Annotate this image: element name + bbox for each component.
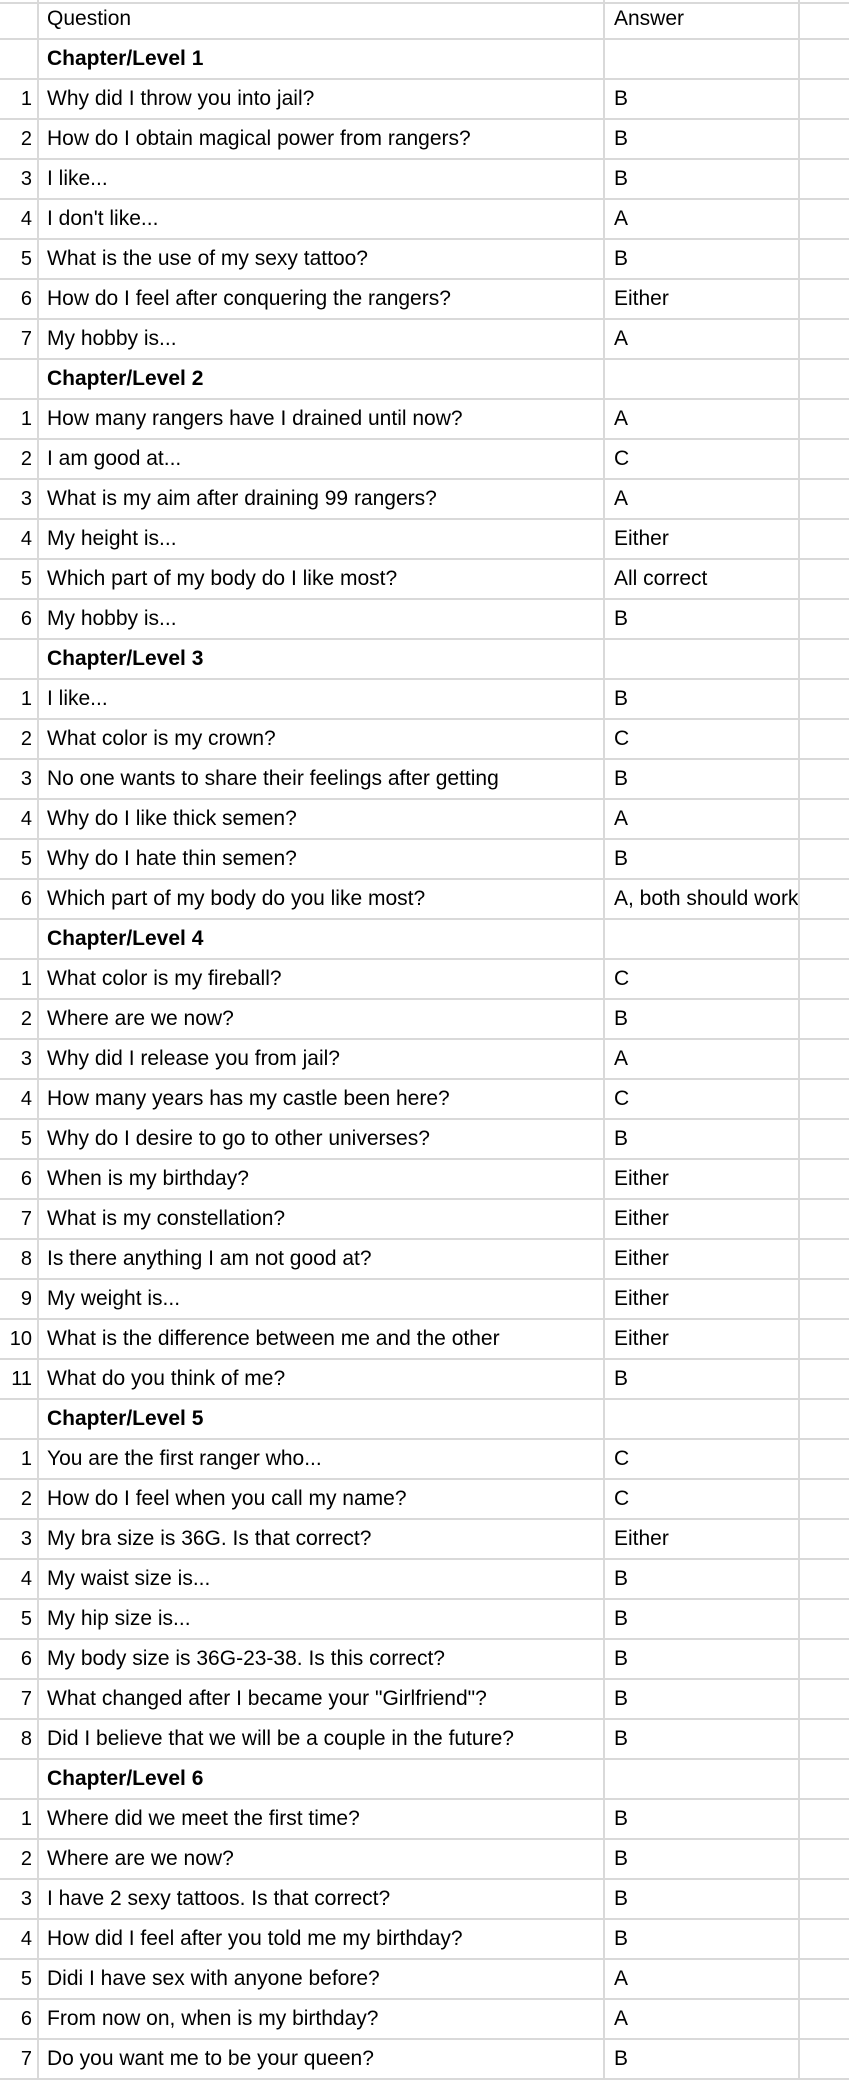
answer-cell[interactable]: B <box>614 847 629 870</box>
table-row <box>0 1440 849 1480</box>
answer-cell[interactable]: All correct <box>614 567 708 590</box>
empty-cell[interactable] <box>800 1640 849 1678</box>
table-row <box>0 1160 849 1200</box>
row-number-cell[interactable]: 2 <box>20 1008 32 1030</box>
question-cell[interactable]: What is my constellation? <box>47 1207 286 1230</box>
answer-cell[interactable]: Either <box>614 1167 669 1190</box>
empty-cell[interactable] <box>800 2040 849 2078</box>
question-cell[interactable]: Where are we now? <box>47 1007 234 1030</box>
table-row <box>0 1200 849 1240</box>
answer-cell[interactable]: Either <box>614 1527 669 1550</box>
question-cell[interactable]: Chapter/Level 2 <box>47 367 204 390</box>
row-number-cell[interactable]: 8 <box>20 1248 32 1270</box>
question-cell[interactable]: You are the first ranger who... <box>47 1447 322 1470</box>
empty-cell[interactable] <box>800 320 849 358</box>
question-cell[interactable]: What is my aim after draining 99 rangers? <box>47 487 437 510</box>
answer-cell[interactable]: B <box>614 767 629 790</box>
answer-cell[interactable]: C <box>614 967 630 990</box>
row-number-cell[interactable]: 6 <box>20 608 32 630</box>
empty-cell[interactable] <box>800 120 849 158</box>
row-number-cell[interactable]: 7 <box>20 1208 32 1230</box>
table-row <box>0 2000 849 2040</box>
table-row <box>0 1040 849 1080</box>
row-number-cell[interactable]: 4 <box>20 528 32 550</box>
question-cell[interactable]: Where did we meet the first time? <box>47 1807 360 1830</box>
table-row <box>0 2040 849 2080</box>
question-cell[interactable]: How do I obtain magical power from rangers? <box>47 127 471 150</box>
answer-cell[interactable]: A <box>614 327 629 350</box>
question-header-cell[interactable]: Question <box>47 7 132 30</box>
question-cell[interactable]: My hip size is... <box>47 1607 191 1630</box>
question-cell[interactable]: What is the use of my sexy tattoo? <box>47 247 368 270</box>
table-row <box>0 1880 849 1920</box>
table-row <box>0 1320 849 1360</box>
row-number-cell[interactable]: 8 <box>20 1728 32 1750</box>
question-cell[interactable]: Why do I desire to go to other universes? <box>47 1127 430 1150</box>
chapter-row <box>0 1400 849 1440</box>
table-row <box>0 600 849 640</box>
question-cell[interactable]: Do you want me to be your queen? <box>47 2047 374 2070</box>
row-number-cell[interactable]: 3 <box>20 1888 32 1910</box>
empty-cell[interactable] <box>800 1120 849 1158</box>
answer-cell[interactable]: C <box>614 1447 630 1470</box>
answer-cell[interactable]: B <box>614 1887 629 1910</box>
answer-cell[interactable] <box>605 360 800 398</box>
row-number-cell[interactable]: 5 <box>20 1128 32 1150</box>
empty-cell[interactable] <box>800 160 849 198</box>
empty-cell[interactable] <box>800 560 849 598</box>
answer-cell[interactable]: B <box>614 1127 629 1150</box>
chapter-row <box>0 920 849 960</box>
question-cell[interactable]: Which part of my body do you like most? <box>47 887 426 910</box>
table-row <box>0 1120 849 1160</box>
answer-cell[interactable]: C <box>614 447 630 470</box>
question-cell[interactable]: How do I feel when you call my name? <box>47 1487 407 1510</box>
answer-cell[interactable]: A <box>614 407 629 430</box>
table-row <box>0 1520 849 1560</box>
question-cell[interactable]: What changed after I became your "Girlfriend"? <box>47 1687 487 1710</box>
question-cell[interactable]: What do you think of me? <box>47 1367 286 1390</box>
question-cell[interactable]: Didi I have sex with anyone before? <box>47 1967 380 1990</box>
empty-cell[interactable] <box>800 600 849 638</box>
question-cell[interactable]: Chapter/Level 3 <box>47 647 204 670</box>
table-row <box>0 240 849 280</box>
table-row <box>0 760 849 800</box>
answer-cell[interactable] <box>605 1760 800 1798</box>
row-number-cell[interactable]: 10 <box>9 1328 32 1350</box>
question-cell[interactable]: From now on, when is my birthday? <box>47 2007 379 2030</box>
question-cell[interactable]: My hobby is... <box>47 607 177 630</box>
answer-cell[interactable]: C <box>614 727 630 750</box>
table-row <box>0 1920 849 1960</box>
table-row <box>0 840 849 880</box>
empty-cell[interactable] <box>800 2000 849 2038</box>
table-row <box>0 1360 849 1400</box>
answer-cell[interactable]: Either <box>614 1287 669 1310</box>
row-number-cell[interactable]: 1 <box>20 408 32 430</box>
row-number-cell[interactable]: 9 <box>20 1288 32 1310</box>
row-number-cell[interactable]: 1 <box>20 688 32 710</box>
question-cell[interactable]: My weight is... <box>47 1287 181 1310</box>
empty-cell[interactable] <box>800 1440 849 1478</box>
question-cell[interactable]: I like... <box>47 687 108 710</box>
question-cell[interactable]: Which part of my body do I like most? <box>47 567 398 590</box>
row-number-cell[interactable] <box>0 1760 39 1798</box>
answer-cell[interactable]: B <box>614 1607 629 1630</box>
table-row <box>0 160 849 200</box>
row-number-cell[interactable]: 1 <box>20 1448 32 1470</box>
table-row <box>0 480 849 520</box>
table-row <box>0 400 849 440</box>
row-number-cell[interactable]: 2 <box>20 128 32 150</box>
question-cell[interactable]: When is my birthday? <box>47 1167 249 1190</box>
row-number-cell[interactable] <box>0 640 39 678</box>
column-gridline <box>37 0 39 2080</box>
question-cell[interactable]: My body size is 36G-23-38. Is this correct? <box>47 1647 445 1670</box>
empty-cell[interactable] <box>800 1280 849 1318</box>
answer-cell[interactable]: B <box>614 1687 629 1710</box>
row-number-cell[interactable]: 7 <box>20 2048 32 2070</box>
question-cell[interactable]: My bra size is 36G. Is that correct? <box>47 1527 372 1550</box>
answer-cell[interactable]: A <box>614 807 629 830</box>
empty-cell[interactable] <box>800 1760 849 1798</box>
row-number-cell[interactable]: 11 <box>11 1368 32 1390</box>
answer-cell[interactable]: A, both should work <box>614 887 799 910</box>
row-number-cell[interactable]: 6 <box>20 2008 32 2030</box>
table-row <box>0 1840 849 1880</box>
row-number-cell[interactable] <box>0 360 39 398</box>
empty-cell[interactable] <box>800 1320 849 1358</box>
answer-cell[interactable]: Either <box>614 287 669 310</box>
question-cell[interactable]: What color is my crown? <box>47 727 276 750</box>
column-gridline <box>603 0 605 2080</box>
empty-cell[interactable] <box>800 1680 849 1718</box>
answer-cell[interactable] <box>605 920 800 958</box>
question-cell[interactable]: How many years has my castle been here? <box>47 1087 450 1110</box>
answer-header-cell[interactable]: Answer <box>614 7 685 30</box>
empty-cell[interactable] <box>800 720 849 758</box>
empty-cell[interactable] <box>800 40 849 78</box>
question-cell[interactable]: No one wants to share their feelings after getting <box>47 767 499 790</box>
answer-cell[interactable] <box>605 40 800 78</box>
row-number-cell[interactable]: 4 <box>20 1568 32 1590</box>
answer-cell[interactable]: A <box>614 487 629 510</box>
answer-cell[interactable]: B <box>614 2047 629 2070</box>
answer-cell[interactable]: A <box>614 207 629 230</box>
question-cell[interactable]: My waist size is... <box>47 1567 211 1590</box>
row-number-cell[interactable]: 3 <box>20 1528 32 1550</box>
table-row <box>0 880 849 920</box>
row-number-cell[interactable]: 2 <box>20 1848 32 1870</box>
empty-cell[interactable] <box>800 240 849 278</box>
answer-cell[interactable]: A <box>614 1047 629 1070</box>
row-number-cell[interactable]: 1 <box>20 88 32 110</box>
row-number-cell[interactable]: 5 <box>20 1608 32 1630</box>
empty-cell[interactable] <box>800 1400 849 1438</box>
table-row <box>0 1800 849 1840</box>
row-number-cell[interactable]: 4 <box>20 1928 32 1950</box>
table-row <box>0 1280 849 1320</box>
empty-cell[interactable] <box>800 1880 849 1918</box>
question-cell[interactable]: My height is... <box>47 527 177 550</box>
row-number-cell[interactable]: 6 <box>20 1648 32 1670</box>
table-row <box>0 520 849 560</box>
row-number-cell[interactable]: 6 <box>20 888 32 910</box>
row-gridline <box>0 2 849 4</box>
empty-cell[interactable] <box>800 680 849 718</box>
chapter-row <box>0 360 849 400</box>
empty-cell[interactable] <box>800 440 849 478</box>
answer-cell[interactable]: C <box>614 1087 630 1110</box>
table-row <box>0 1000 849 1040</box>
empty-cell[interactable] <box>800 1040 849 1078</box>
question-cell[interactable]: I don't like... <box>47 207 159 230</box>
empty-cell[interactable] <box>800 1080 849 1118</box>
table-row <box>0 960 849 1000</box>
answer-cell[interactable]: Either <box>614 527 669 550</box>
row-number-cell[interactable]: 3 <box>20 1048 32 1070</box>
empty-cell[interactable] <box>800 1800 849 1838</box>
question-cell[interactable]: What color is my fireball? <box>47 967 282 990</box>
table-row <box>0 200 849 240</box>
answer-cell[interactable]: A <box>614 1967 629 1990</box>
table-row <box>0 1240 849 1280</box>
answer-cell[interactable]: B <box>614 1847 629 1870</box>
empty-cell[interactable] <box>800 200 849 238</box>
question-cell[interactable]: Did I believe that we will be a couple in the future? <box>47 1727 514 1750</box>
empty-cell[interactable] <box>800 480 849 518</box>
question-cell[interactable]: Why do I like thick semen? <box>47 807 297 830</box>
answer-cell[interactable]: B <box>614 167 629 190</box>
answer-cell[interactable] <box>605 1400 800 1438</box>
row-number-cell[interactable]: 6 <box>20 1168 32 1190</box>
answer-cell[interactable]: B <box>614 1807 629 1830</box>
question-cell[interactable]: Why did I throw you into jail? <box>47 87 315 110</box>
question-cell[interactable]: I am good at... <box>47 447 182 470</box>
table-row <box>0 440 849 480</box>
empty-cell[interactable] <box>800 1920 849 1958</box>
row-number-cell[interactable]: 6 <box>20 288 32 310</box>
answer-cell[interactable]: B <box>614 1927 629 1950</box>
empty-cell[interactable] <box>800 1560 849 1598</box>
empty-cell[interactable] <box>800 880 849 918</box>
empty-cell[interactable] <box>800 80 849 118</box>
table-row <box>0 1680 849 1720</box>
empty-cell[interactable] <box>800 1160 849 1198</box>
table-row <box>0 560 849 600</box>
question-cell[interactable]: Is there anything I am not good at? <box>47 1247 372 1270</box>
question-cell[interactable]: Where are we now? <box>47 1847 234 1870</box>
question-cell[interactable]: Chapter/Level 5 <box>47 1407 204 1430</box>
row-number-cell[interactable] <box>0 1400 39 1438</box>
table-row <box>0 80 849 120</box>
answer-cell[interactable]: Either <box>614 1327 669 1350</box>
table-row <box>0 680 849 720</box>
empty-cell[interactable] <box>800 520 849 558</box>
row-number-cell[interactable]: 1 <box>20 968 32 990</box>
answer-cell[interactable]: B <box>614 1647 629 1670</box>
answer-cell[interactable]: Either <box>614 1247 669 1270</box>
row-number-cell[interactable]: 3 <box>20 488 32 510</box>
row-number-cell[interactable]: 5 <box>20 848 32 870</box>
empty-cell[interactable] <box>800 760 849 798</box>
row-number-cell[interactable]: 4 <box>20 208 32 230</box>
table-row <box>0 120 849 160</box>
answer-cell[interactable]: C <box>614 1487 630 1510</box>
answer-cell[interactable]: B <box>614 1367 629 1390</box>
empty-cell[interactable] <box>800 1360 849 1398</box>
row-number-cell[interactable]: 7 <box>20 1688 32 1710</box>
question-cell[interactable]: How many rangers have I drained until now? <box>47 407 463 430</box>
question-cell[interactable]: How do I feel after conquering the rangers? <box>47 287 451 310</box>
row-number-cell[interactable]: 4 <box>20 1088 32 1110</box>
table-row <box>0 320 849 360</box>
answer-cell[interactable]: B <box>614 87 629 110</box>
answer-cell[interactable]: Either <box>614 1207 669 1230</box>
header-row <box>0 0 849 40</box>
table-row <box>0 1640 849 1680</box>
row-number-cell[interactable]: 3 <box>20 168 32 190</box>
empty-cell[interactable] <box>800 1840 849 1878</box>
row-number-cell[interactable]: 3 <box>20 768 32 790</box>
question-cell[interactable]: Chapter/Level 4 <box>47 927 204 950</box>
table-row <box>0 1080 849 1120</box>
answer-cell[interactable]: B <box>614 1007 629 1030</box>
question-cell[interactable]: Chapter/Level 1 <box>47 47 204 70</box>
row-number-cell[interactable]: 2 <box>20 1488 32 1510</box>
empty-cell[interactable] <box>800 1240 849 1278</box>
row-number-cell[interactable]: 5 <box>20 248 32 270</box>
empty-cell[interactable] <box>800 1000 849 1038</box>
answer-cell[interactable]: B <box>614 1567 629 1590</box>
chapter-row <box>0 640 849 680</box>
row-number-cell[interactable]: 5 <box>20 1968 32 1990</box>
table-row <box>0 1720 849 1760</box>
row-number-cell[interactable] <box>0 0 39 38</box>
row-number-cell[interactable]: 2 <box>20 448 32 470</box>
question-cell[interactable]: Chapter/Level 6 <box>47 1767 204 1790</box>
empty-cell[interactable] <box>800 800 849 838</box>
empty-cell[interactable] <box>800 960 849 998</box>
empty-cell[interactable] <box>800 0 849 38</box>
question-cell[interactable]: How did I feel after you told me my birthday? <box>47 1927 463 1950</box>
table-row <box>0 280 849 320</box>
empty-cell[interactable] <box>800 1200 849 1238</box>
chapter-row <box>0 1760 849 1800</box>
empty-cell[interactable] <box>800 640 849 678</box>
answer-cell[interactable]: B <box>614 607 629 630</box>
question-cell[interactable]: I like... <box>47 167 108 190</box>
answer-cell[interactable]: B <box>614 127 629 150</box>
question-cell[interactable]: I have 2 sexy tattoos. Is that correct? <box>47 1887 391 1910</box>
empty-cell[interactable] <box>800 360 849 398</box>
question-cell[interactable]: What is the difference between me and the other <box>47 1327 500 1350</box>
table-row <box>0 1560 849 1600</box>
empty-cell[interactable] <box>800 1480 849 1518</box>
question-cell[interactable]: My hobby is... <box>47 327 177 350</box>
empty-cell[interactable] <box>800 400 849 438</box>
chapter-row <box>0 40 849 80</box>
empty-cell[interactable] <box>800 1520 849 1558</box>
empty-cell[interactable] <box>800 840 849 878</box>
table-row <box>0 1600 849 1640</box>
row-number-cell[interactable]: 7 <box>20 328 32 350</box>
row-number-cell[interactable] <box>0 40 39 78</box>
answer-cell[interactable]: A <box>614 2007 629 2030</box>
answer-cell[interactable]: B <box>614 687 629 710</box>
row-number-cell[interactable]: 4 <box>20 808 32 830</box>
answer-cell[interactable] <box>605 640 800 678</box>
table-row <box>0 720 849 760</box>
row-number-cell[interactable] <box>0 920 39 958</box>
answer-cell[interactable]: B <box>614 1727 629 1750</box>
answer-cell[interactable]: B <box>614 247 629 270</box>
question-cell[interactable]: Why do I hate thin semen? <box>47 847 297 870</box>
row-number-cell[interactable]: 2 <box>20 728 32 750</box>
empty-cell[interactable] <box>800 1960 849 1998</box>
table-row <box>0 1480 849 1520</box>
row-number-cell[interactable]: 5 <box>20 568 32 590</box>
empty-cell[interactable] <box>800 280 849 318</box>
row-number-cell[interactable]: 1 <box>20 1808 32 1830</box>
empty-cell[interactable] <box>800 920 849 958</box>
empty-cell[interactable] <box>800 1600 849 1638</box>
table-row <box>0 1960 849 2000</box>
table-row <box>0 800 849 840</box>
question-cell[interactable]: Why did I release you from jail? <box>47 1047 340 1070</box>
empty-cell[interactable] <box>800 1720 849 1758</box>
column-gridline <box>798 0 800 2080</box>
